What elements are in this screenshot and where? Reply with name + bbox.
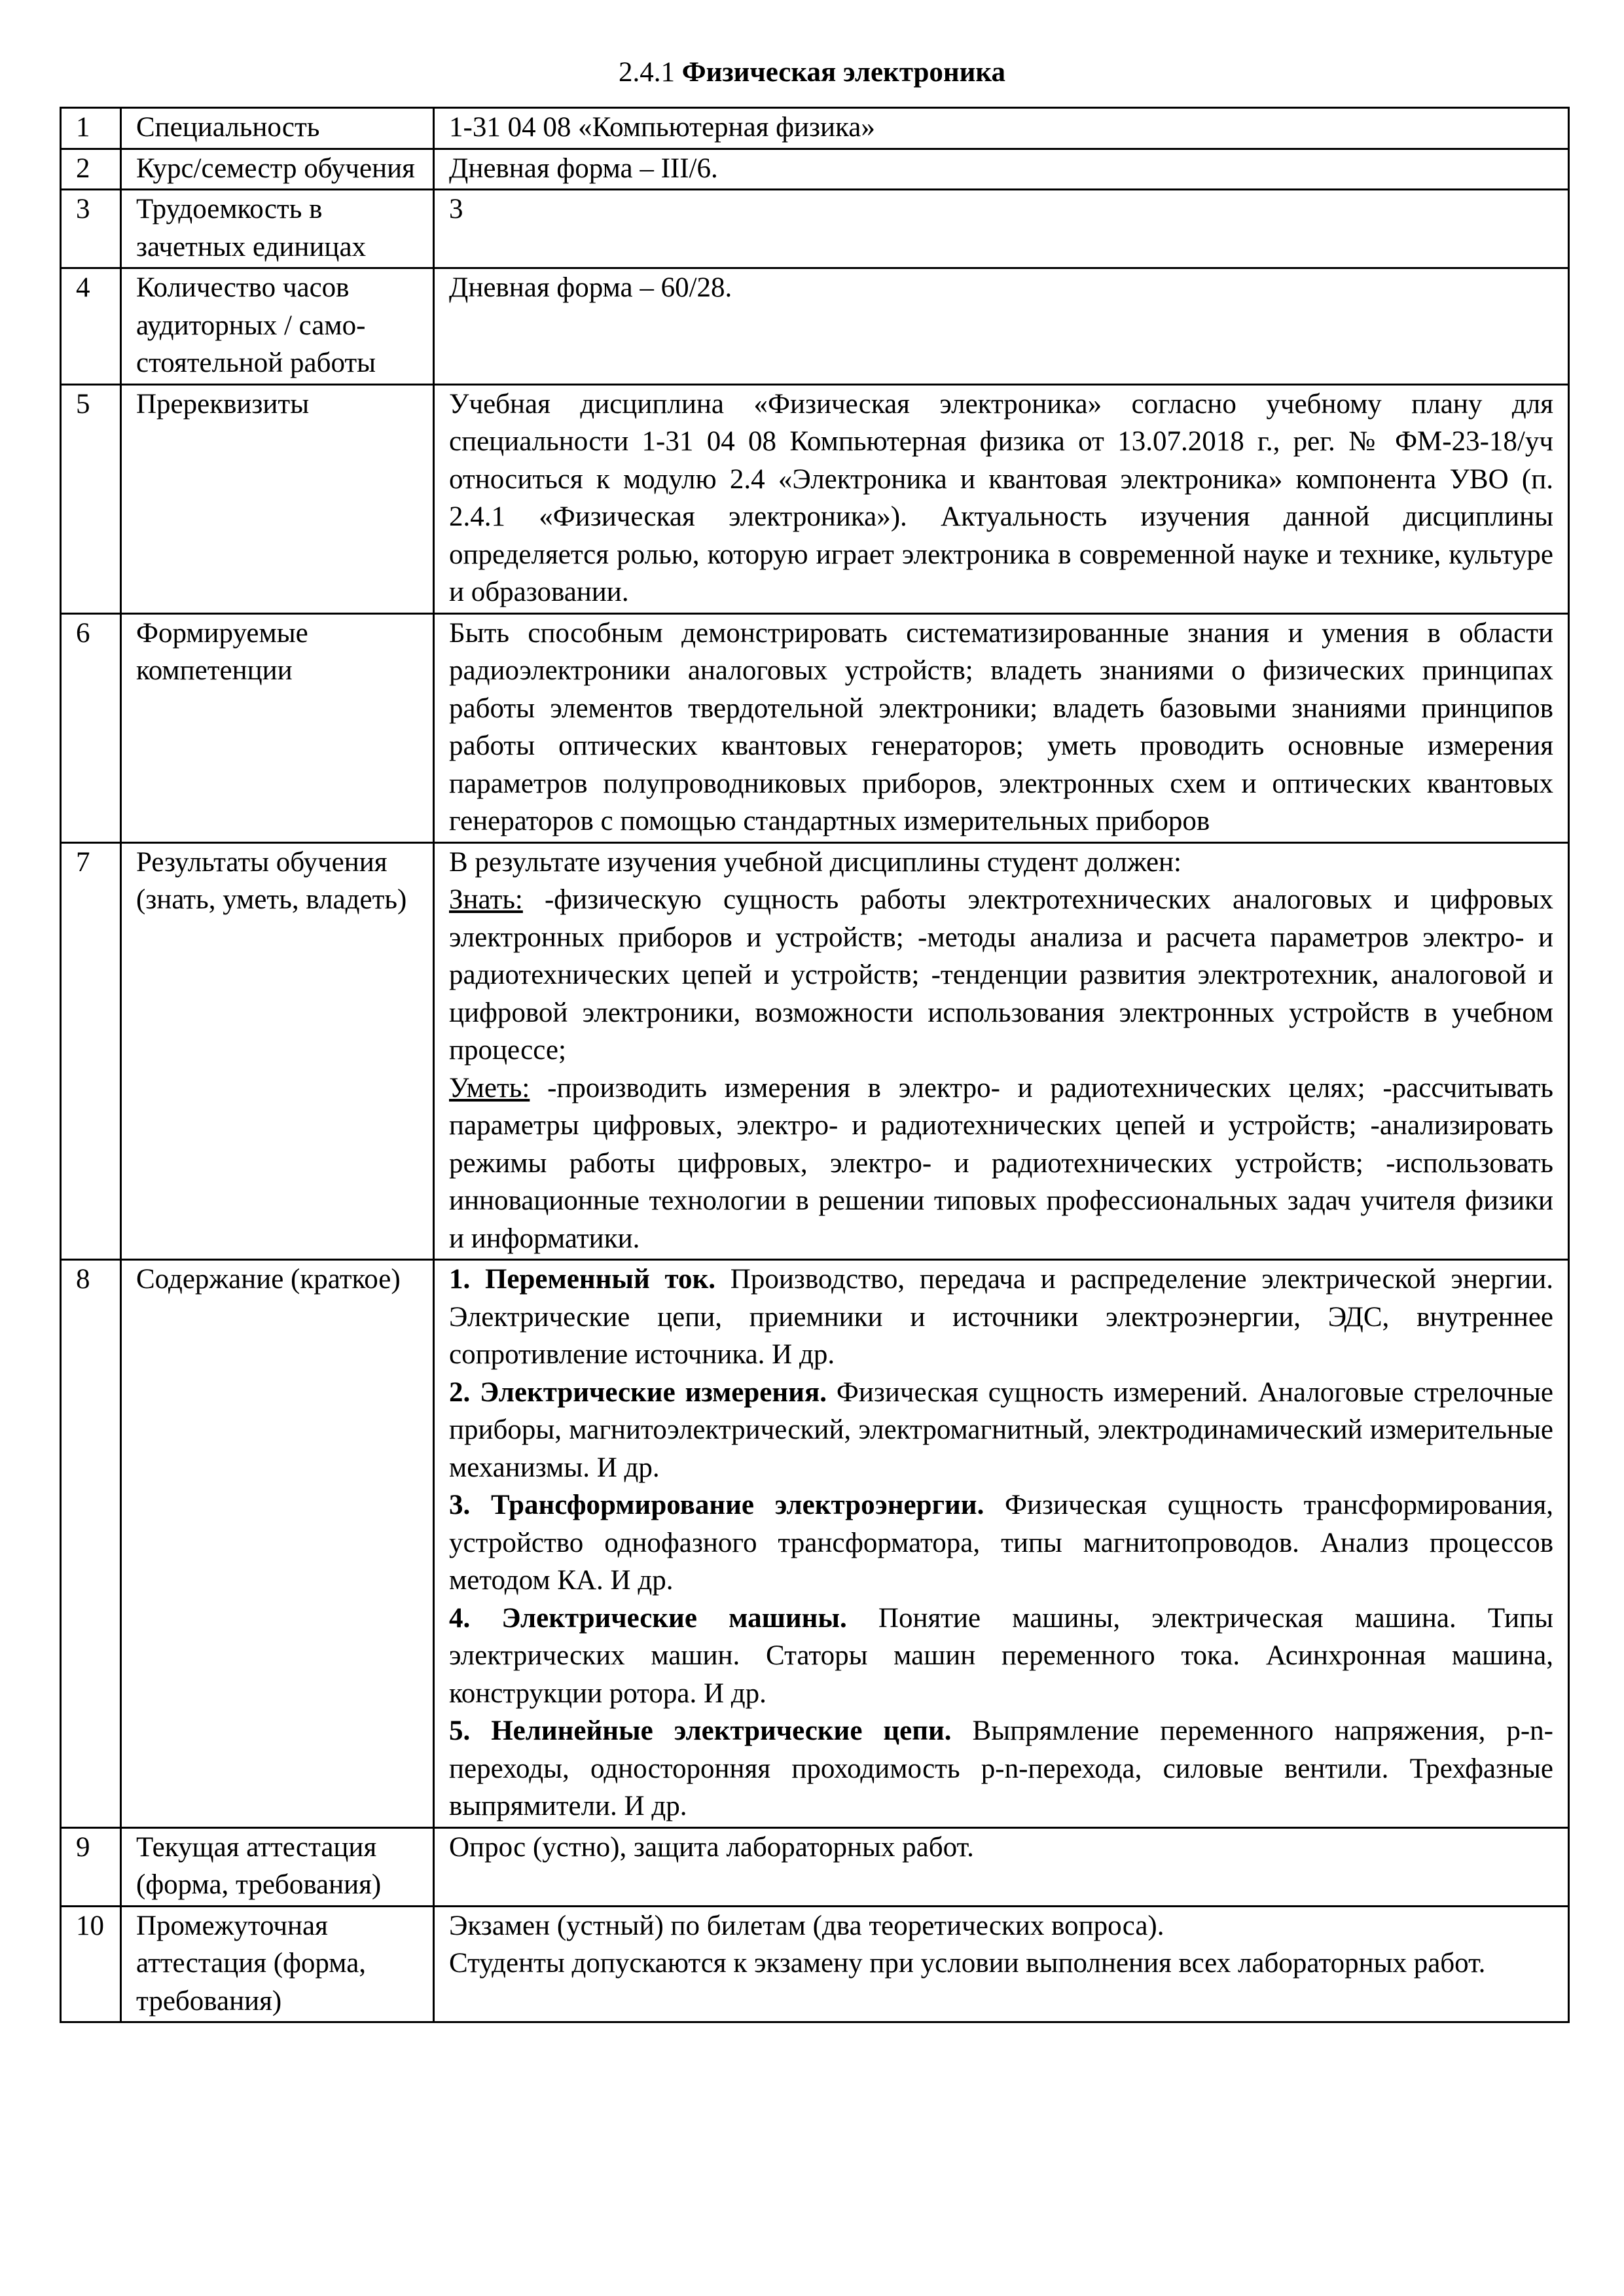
section-number: 2.4.1 bbox=[618, 57, 675, 88]
learning-outcomes bbox=[434, 842, 1569, 1260]
can-text: -производить измерения в электро- и радиотехнических целях; -рассчитывать параметры цифровых, электро- и радиотехнических цепей и устройств; -анализировать режимы работы цифровых, электро- и радиотехнических устройств; -использовать инновационные технологии в решении типовых профессиональных задач учителя физики и информатики. bbox=[449, 1072, 1553, 1254]
row-number: 8 bbox=[61, 1260, 121, 1828]
exam-line: Экзамен (устный) по билетам (два теоретических вопроса). bbox=[449, 1910, 1164, 1941]
can-label: Уметь: bbox=[449, 1072, 530, 1103]
table-row bbox=[61, 190, 1569, 268]
table-row bbox=[61, 1906, 1569, 2022]
row-label: Специальность bbox=[121, 108, 434, 149]
row-number: 9 bbox=[61, 1827, 121, 1906]
topic-title: 4. Электрические машины. bbox=[449, 1602, 847, 1634]
row-label: Трудоемкость в зачетных единицах bbox=[121, 190, 434, 268]
table-row bbox=[61, 108, 1569, 149]
row-number: 3 bbox=[61, 190, 121, 268]
topic-text: Понятие машины, электрическая машина. Типы электрических машин. Статоры машин переменного тока. Асинхронная машина, конструкции ротора. И др. bbox=[449, 1602, 1553, 1709]
row-number: 7 bbox=[61, 842, 121, 1260]
row-value: Дневная форма – 60/28. bbox=[434, 268, 1569, 385]
row-value: 1-31 04 08 «Компьютерная физика» bbox=[434, 108, 1569, 149]
row-label: Текущая аттестация (форма, требования) bbox=[121, 1827, 434, 1906]
topic-text: Выпрямление переменного напряжения, p-n-переходы, односторонняя проходимость p-n-перехода, силовые вентили. Трехфазные выпрямители. И др. bbox=[449, 1715, 1553, 1821]
row-number: 1 bbox=[61, 108, 121, 149]
know-text: -физическую сущность работы электротехнических аналоговых и цифровых электронных приборов и устройств; -методы анализа и расчета параметров электро- и радиотехнических цепей и устройств; -тенденции развития электротехник, аналоговой и цифровой электроники, возможности использования электронных устройств в учебном процессе; bbox=[449, 884, 1553, 1066]
row-value: Учебная дисциплина «Физическая электроника» согласно учебному плану для специальности 1-31 04 08 Компьютерная физика от 13.07.2018 г., рег. № ФМ-23-18/уч относиться к модулю 2.4 «Электроника и квантовая электроника» компонента УВО (п. 2.4.1 «Физическая электроника»). Актуальность изучения данной дисциплины определяется ролью, которую играет электроника в современной науке и технике, культуре и образовании. bbox=[434, 384, 1569, 613]
row-number: 4 bbox=[61, 268, 121, 385]
know-label: Знать: bbox=[449, 884, 523, 915]
table-row bbox=[61, 1260, 1569, 1828]
row-number: 5 bbox=[61, 384, 121, 613]
row-number: 10 bbox=[61, 1906, 121, 2022]
table-row bbox=[61, 268, 1569, 385]
topic-text: Физическая сущность трансформирования, устройство однофазного трансформатора, типы магнитопроводов. Анализ процессов методом КА. И др. bbox=[449, 1490, 1553, 1596]
row-label: Формируемые компетенции bbox=[121, 613, 434, 842]
row-label: Промежуточная аттестация (форма, требования) bbox=[121, 1906, 434, 2022]
exam-requirements bbox=[434, 1906, 1569, 2022]
row-value: 3 bbox=[434, 190, 1569, 268]
table-row bbox=[61, 149, 1569, 190]
row-label: Пререквизиты bbox=[121, 384, 434, 613]
content-topic bbox=[449, 1600, 1553, 1713]
topic-title: 1. Переменный ток. bbox=[449, 1264, 716, 1295]
topic-text: Физическая сущность измерений. Аналоговые стрелочные приборы, магнитоэлектрический, электромагнитный, электродинамический измерительные механизмы. И др. bbox=[449, 1376, 1553, 1483]
outcomes-can bbox=[449, 1069, 1553, 1258]
row-number: 2 bbox=[61, 149, 121, 190]
table-row bbox=[61, 1827, 1569, 1906]
content-topic bbox=[449, 1261, 1553, 1374]
page-title bbox=[0, 54, 1624, 91]
course-content bbox=[434, 1260, 1569, 1828]
row-number: 6 bbox=[61, 613, 121, 842]
discipline-table bbox=[60, 107, 1570, 2023]
row-label: Содержание (краткое) bbox=[121, 1260, 434, 1828]
row-value: Опрос (устно), защита лабораторных работ. bbox=[434, 1827, 1569, 1906]
content-topic bbox=[449, 1486, 1553, 1600]
row-label: Курс/семестр обучения bbox=[121, 149, 434, 190]
row-value: Дневная форма – III/6. bbox=[434, 149, 1569, 190]
topic-title: 2. Электрические измерения. bbox=[449, 1376, 827, 1408]
row-value: Быть способным демонстрировать систематизированные знания и умения в области радиоэлектроники аналоговых устройств; владеть знаниями о физических принципах работы элементов твердотельной электроники; владеть базовыми знаниями принципов работы оптических квантовых генераторов; уметь проводить основные измерения параметров полупроводниковых приборов, электронных схем и оптических квантовых генераторов с помощью стандартных измерительных приборов bbox=[434, 613, 1569, 842]
row-label: Количество часов аудиторных / самостоятельной работы bbox=[121, 268, 434, 385]
topic-text: Производство, передача и распределение электрической энергии. Электрические цепи, приемники и источники электроэнергии, ЭДС, внутреннее сопротивление источника. И др. bbox=[449, 1264, 1553, 1370]
topic-title: 5. Нелинейные электрические цепи. bbox=[449, 1715, 952, 1746]
table-row bbox=[61, 384, 1569, 613]
table-row bbox=[61, 613, 1569, 842]
content-topic bbox=[449, 1712, 1553, 1825]
topic-title: 3. Трансформирование электроэнергии. bbox=[449, 1490, 984, 1520]
discipline-title: Физическая электроника bbox=[681, 57, 1006, 88]
outcomes-know bbox=[449, 881, 1553, 1069]
outcomes-intro: В результате изучения учебной дисциплины студент должен: bbox=[449, 846, 1182, 878]
content-topic bbox=[449, 1374, 1553, 1487]
table-row bbox=[61, 842, 1569, 1260]
exam-admission-line: Студенты допускаются к экзамену при условии выполнения всех лабораторных работ. bbox=[449, 1948, 1486, 1979]
row-label: Результаты обучения (знать, уметь, владеть) bbox=[121, 842, 434, 1260]
